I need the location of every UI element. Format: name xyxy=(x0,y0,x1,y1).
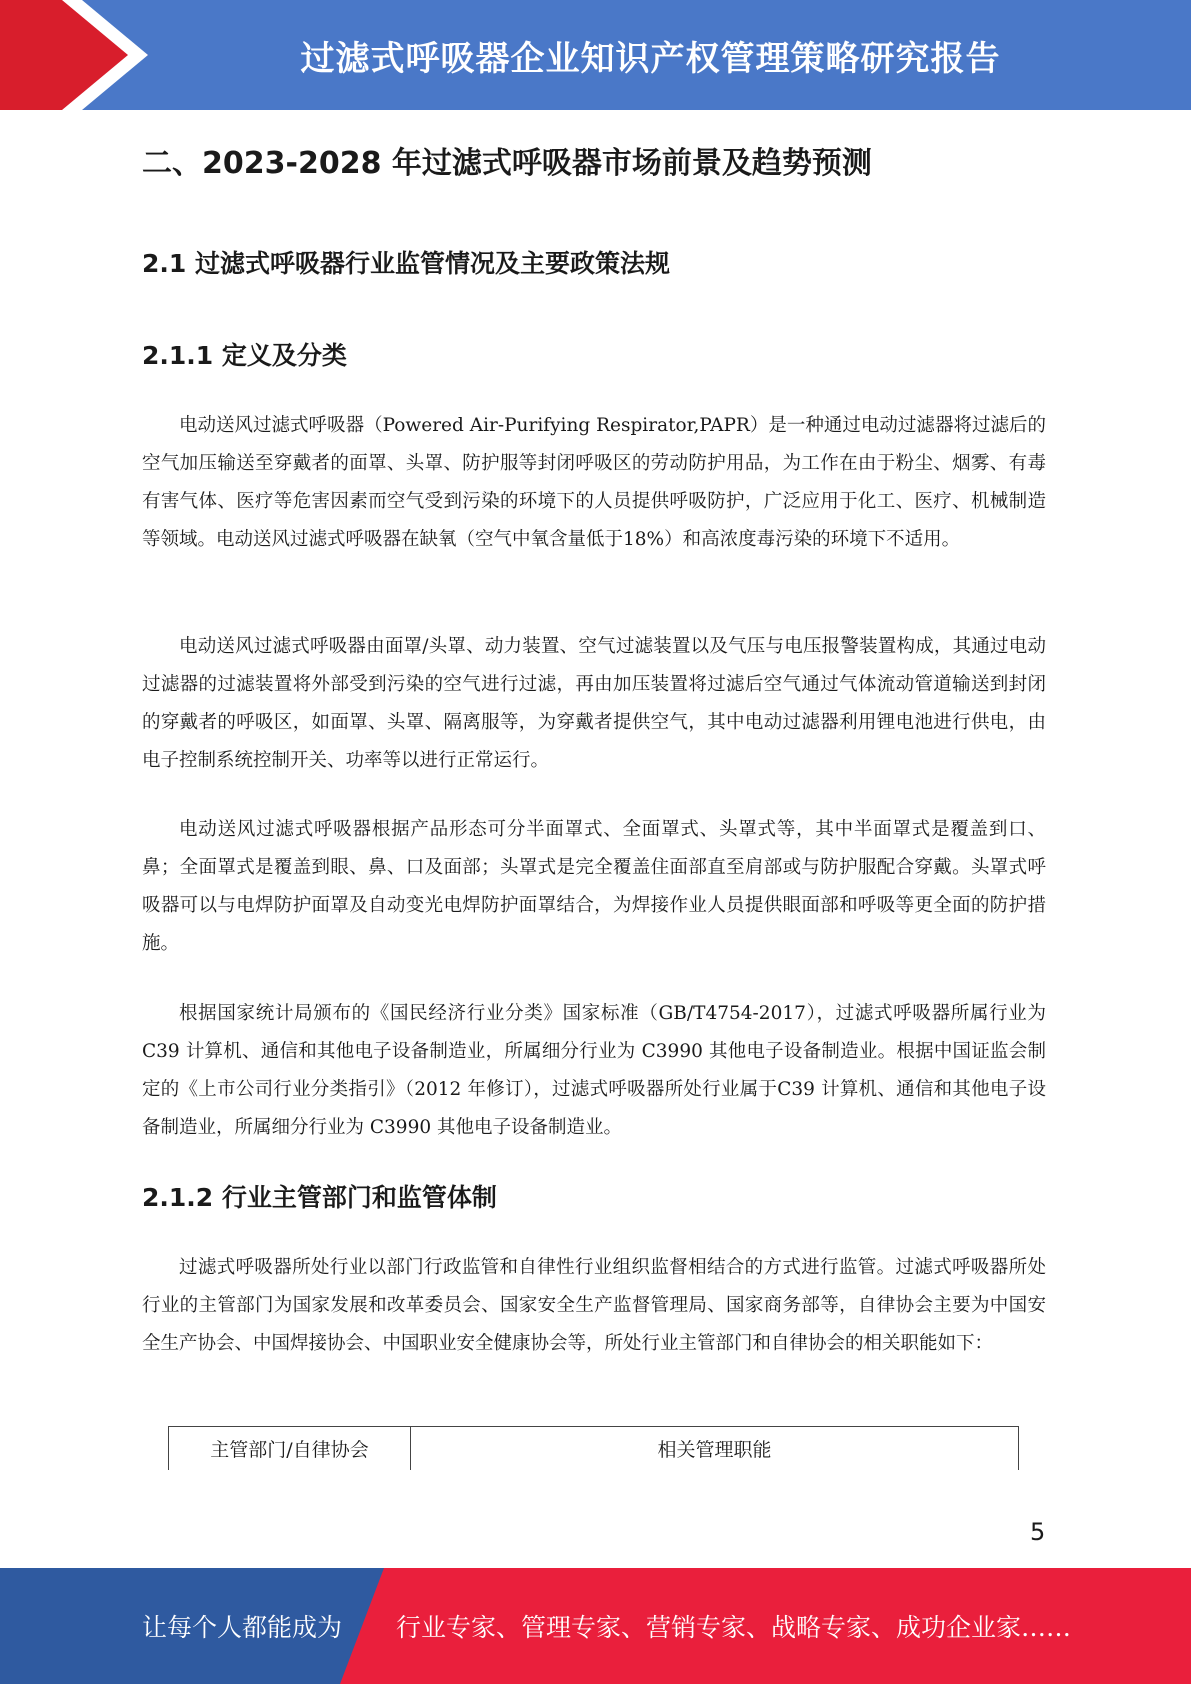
subsection-heading-definition: 2.1.1 定义及分类 xyxy=(142,341,347,370)
subsection-heading-regulation: 2.1.2 行业主管部门和监管体制 xyxy=(142,1183,497,1212)
paragraph-classification: 电动送风过滤式呼吸器根据产品形态可分半面罩式、全面罩式、头罩式等，其中半面罩式是覆盖到口、鼻；全面罩式是覆盖到眼、鼻、口及面部；头罩式是完全覆盖住面部直至肩部或与防护服配合穿戴。头罩式呼吸器可以与电焊防护面罩及自动变光电焊防护面罩结合，为焊接作业人员提供眼面部和呼吸等更全面的防护措施。 xyxy=(142,819,1046,954)
section-heading: 2.1 过滤式呼吸器行业监管情况及主要政策法规 xyxy=(142,249,670,278)
table-header-department: 主管部门/自律协会 xyxy=(169,1427,411,1470)
header-banner xyxy=(0,0,1191,110)
footer-slogan-right: 行业专家、管理专家、营销专家、战略专家、成功企业家…… xyxy=(396,1613,1072,1642)
paragraph-definition: 电动送风过滤式呼吸器（Powered Air-Purifying Respirator,PAPR）是一种通过电动过滤器将过滤后的空气加压输送至穿戴者的面罩、头罩、防护服等封闭呼吸区的劳动防护用品，为工作在由于粉尘、烟雾、有毒有害气体、医疗等危害因素而空气受到污染的环境下的人员提供呼吸防护，广泛应用于化工、医疗、机械制造等领域。电动送风过滤式呼吸器在缺氧（空气中氧含量低于18%）和高浓度毒污染的环境下不适用。 xyxy=(142,415,1046,550)
page-number: 5 xyxy=(1030,1518,1046,1546)
report-title: 过滤式呼吸器企业知识产权管理策略研究报告 xyxy=(300,38,1001,79)
paragraph-composition: 电动送风过滤式呼吸器由面罩/头罩、动力装置、空气过滤装置以及气压与电压报警装置构成，其通过电动过滤器的过滤装置将外部受到污染的空气进行过滤，再由加压装置将过滤后空气通过气体流动管道输送到封闭的穿戴者的呼吸区，如面罩、头罩、隔离服等，为穿戴者提供空气，其中电动过滤器利用锂电池进行供电，由电子控制系统控制开关、功率等以进行正常运行。 xyxy=(142,636,1046,771)
paragraph-industry-category: 根据国家统计局颁布的《国民经济行业分类》国家标准（GB/T4754-2017），过滤式呼吸器所属行业为 C39 计算机、通信和其他电子设备制造业，所属细分行业为 C3990 其他电子设备制造业。根据中国证监会制定的《上市公司行业分类指引》（2012 年修订），过滤式呼吸器所处行业属于C39 计算机、通信和其他电子设备制造业，所属细分行业为 C3990 其他电子设备制造业。 xyxy=(142,1003,1046,1138)
paragraph-regulation: 过滤式呼吸器所处行业以部门行政监管和自律性行业组织监督相结合的方式进行监管。过滤式呼吸器所处行业的主管部门为国家发展和改革委员会、国家安全生产监督管理局、国家商务部等，自律协会主要为中国安全生产协会、中国焊接协会、中国职业安全健康协会等，所处行业主管部门和自律协会的相关职能如下： xyxy=(142,1257,1046,1354)
chapter-heading: 二、2023-2028 年过滤式呼吸器市场前景及趋势预测 xyxy=(142,146,872,181)
footer-slogan-left: 让每个人都能成为 xyxy=(142,1613,343,1642)
regulation-table xyxy=(168,1426,1019,1470)
footer-banner xyxy=(0,1568,1191,1684)
table-header-function: 相关管理职能 xyxy=(657,1439,772,1461)
